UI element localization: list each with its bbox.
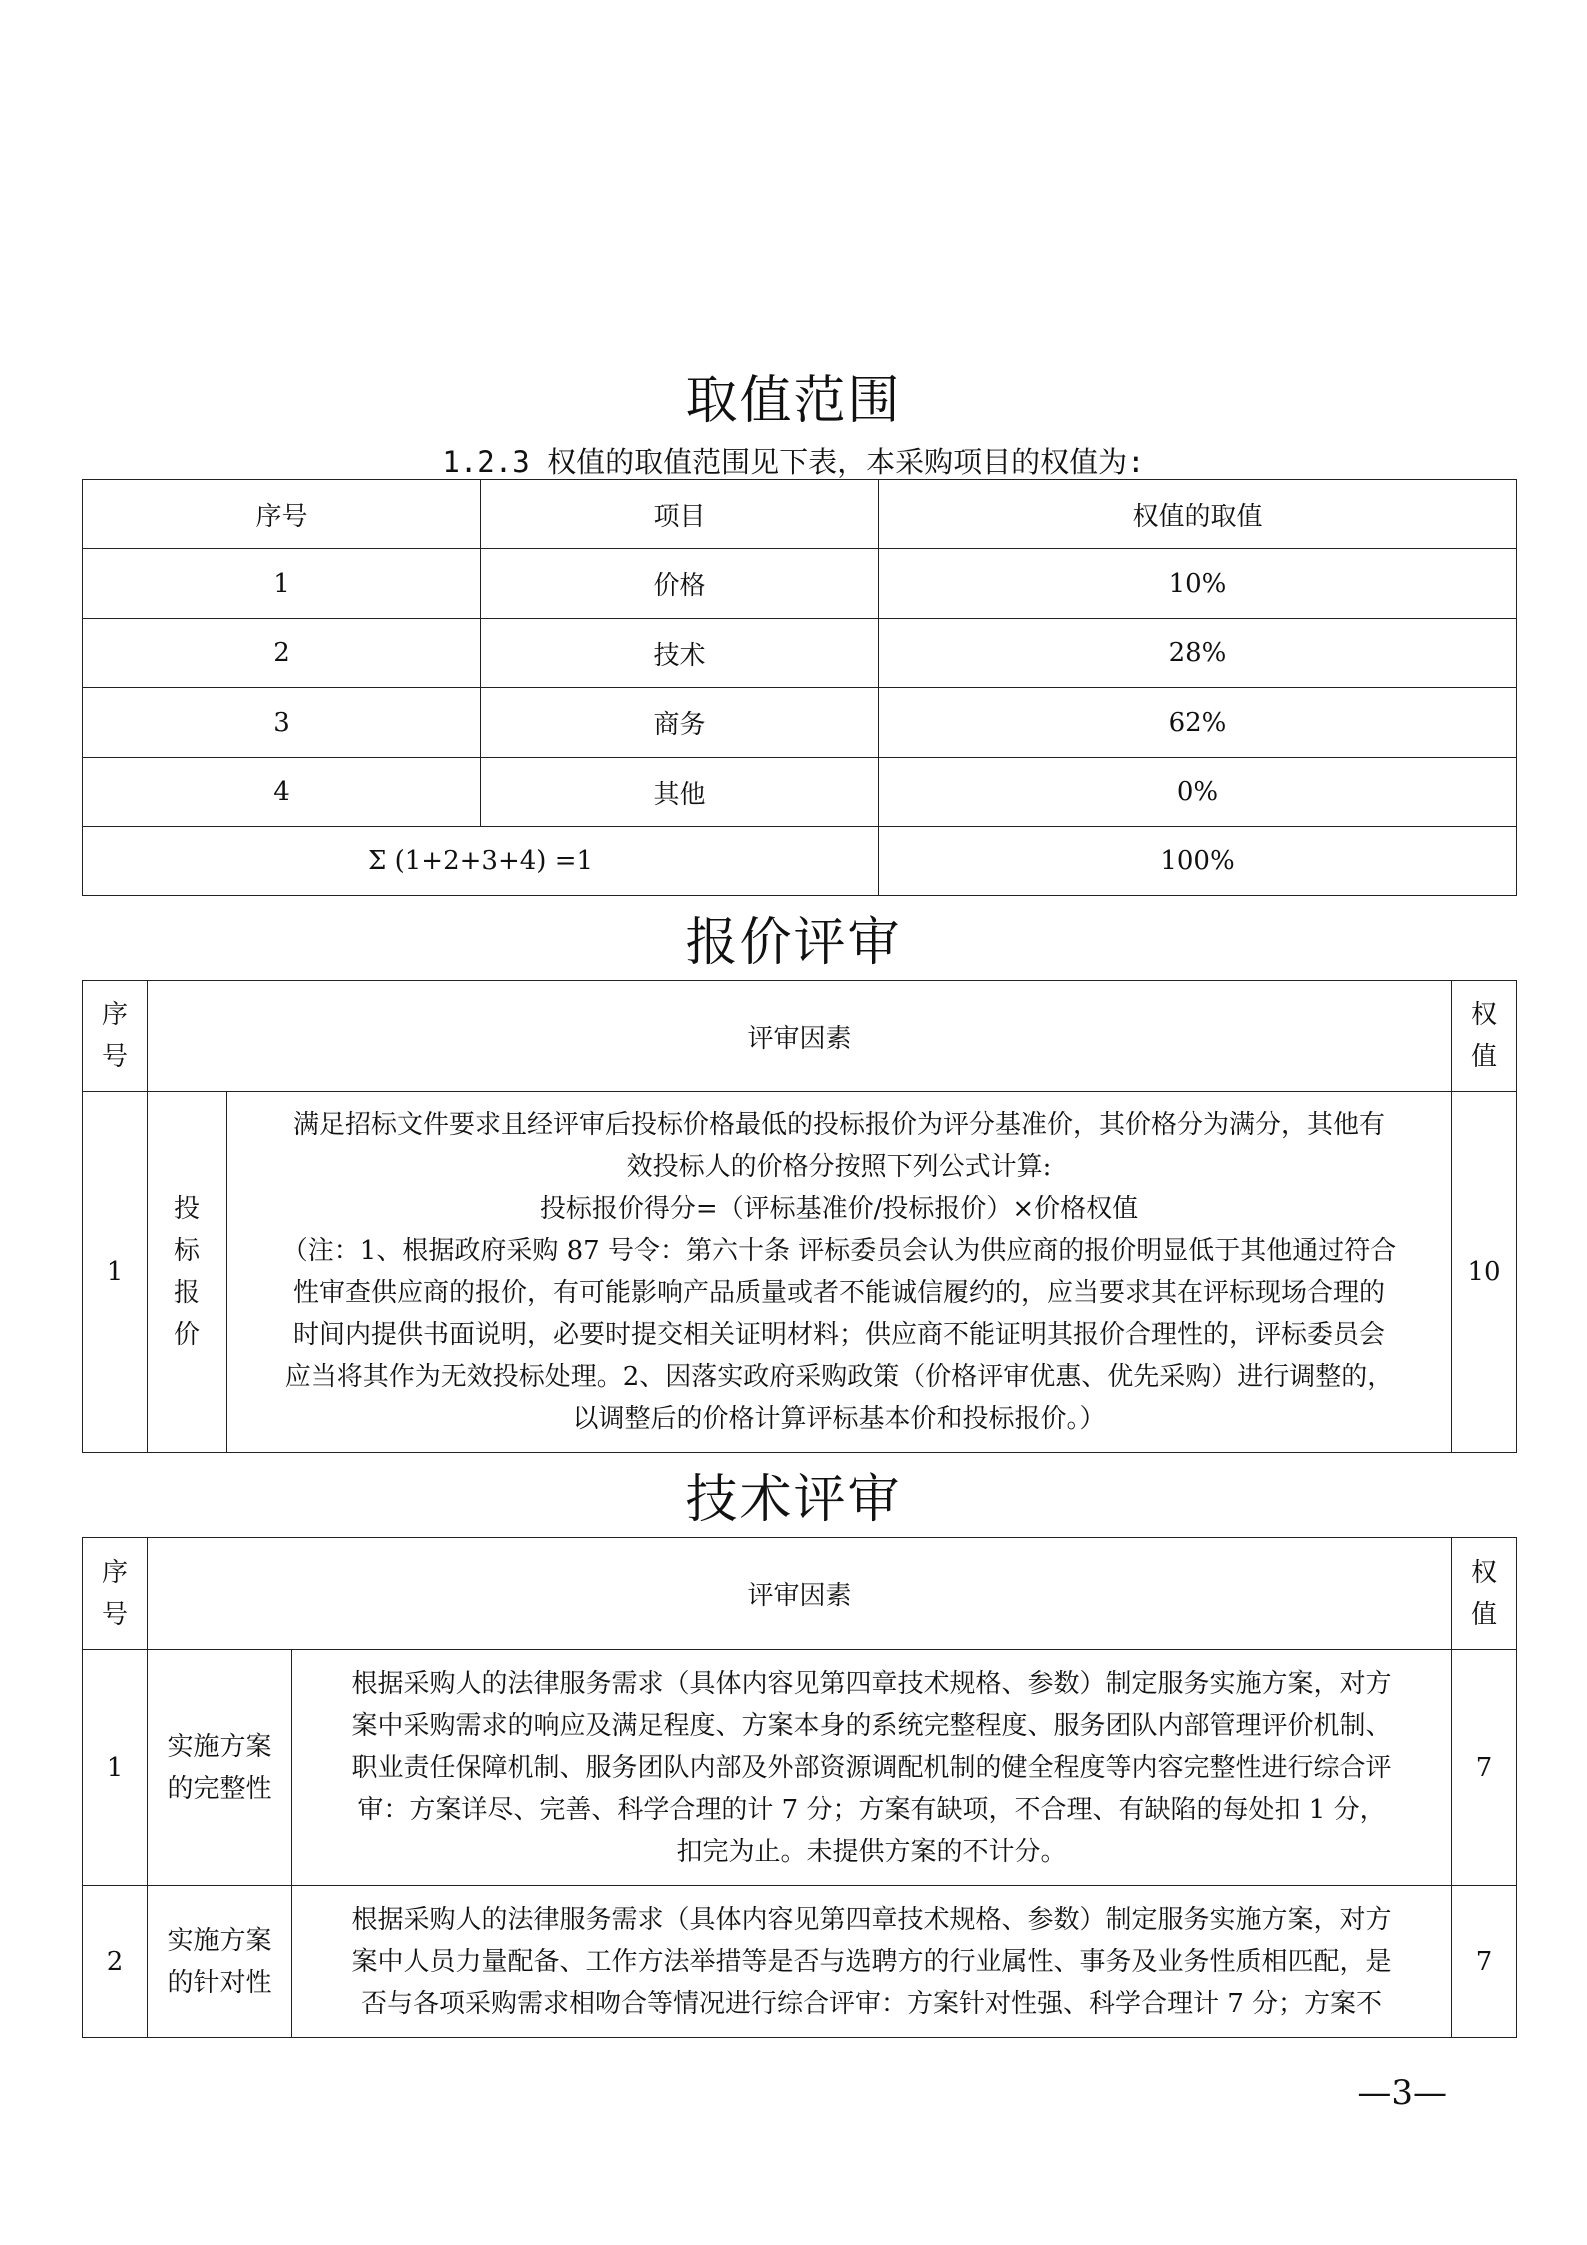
header-weight-text: 权值 [1471, 1557, 1498, 1630]
table-row [83, 758, 1517, 827]
page-number: —3— [1357, 2073, 1447, 2113]
factor-line: 审：方案详尽、完善、科学合理的计 7 分；方案有缺项，不合理、有缺陷的每处扣 1 分， [357, 1794, 1386, 1825]
row-name-line: 实施方案 [167, 1731, 272, 1762]
row-name [148, 1092, 227, 1453]
factor-line: （注：1、根据政府采购 87 号令：第六十条 评标委员会认为供应商的报价明显低于其他通过符合 [281, 1236, 1397, 1266]
tech-review-table [82, 1537, 1517, 2038]
row-value: 0% [879, 758, 1517, 827]
header-no [83, 1538, 148, 1650]
table-row [83, 688, 1517, 758]
row-value: 10% [879, 549, 1517, 619]
total-value: 100% [879, 827, 1517, 896]
row-factor [292, 1650, 1452, 1886]
header-weight [1452, 981, 1517, 1092]
header-no-text: 序号 [101, 1557, 128, 1630]
factor-line: 效投标人的价格分按照下列公式计算: [626, 1152, 1052, 1182]
row-no: 2 [83, 619, 481, 688]
row-no: 1 [83, 1650, 148, 1886]
header-item: 项目 [481, 480, 879, 549]
table-row [83, 619, 1517, 688]
factor-line: 扣完为止。未提供方案的不计分。 [676, 1836, 1067, 1867]
factor-line: 根据采购人的法律服务需求（具体内容见第四章技术规格、参数）制定服务实施方案，对方 [351, 1668, 1392, 1699]
section-title-price-review: 报价评审 [685, 913, 902, 973]
header-weight [1452, 1538, 1517, 1650]
row-item: 价格 [481, 549, 879, 619]
table-header-row [83, 981, 1517, 1092]
table-row [83, 549, 1517, 619]
row-value: 62% [879, 688, 1517, 758]
factor-line: 性审查供应商的报价，有可能影响产品质量或者不能诚信履约的，应当要求其在评标现场合理的 [293, 1278, 1386, 1308]
row-factor [292, 1886, 1452, 2038]
row-name [148, 1886, 292, 2038]
table-row [83, 1650, 1517, 1886]
header-no-text: 序号 [101, 1000, 128, 1072]
row-no: 1 [83, 549, 481, 619]
row-name-line: 的完整性 [167, 1773, 272, 1804]
factor-line: 根据采购人的法律服务需求（具体内容见第四章技术规格、参数）制定服务实施方案，对方 [351, 1904, 1392, 1935]
table-row [83, 1886, 1517, 2038]
intro-text: 1.2.3 权值的取值范围见下表，本采购项目的权值为: [442, 445, 1145, 479]
row-weight: 10 [1452, 1092, 1517, 1453]
header-no: 序号 [83, 480, 481, 549]
row-no: 2 [83, 1886, 148, 2038]
factor-line: 以调整后的价格计算评标基本价和投标报价。） [572, 1404, 1106, 1434]
row-item: 技术 [481, 619, 879, 688]
factor-line: 职业责任保障机制、服务团队内部及外部资源调配机制的健全程度等内容完整性进行综合评 [351, 1752, 1392, 1783]
row-item: 其他 [481, 758, 879, 827]
factor-line: 案中人员力量配备、工作方法举措等是否与选聘方的行业属性、事务及业务性质相匹配，是 [351, 1946, 1392, 1977]
factor-line: 案中采购需求的响应及满足程度、方案本身的系统完整程度、服务团队内部管理评价机制、 [351, 1710, 1392, 1741]
factor-line: 时间内提供书面说明，必要时提交相关证明材料；供应商不能证明其报价合理性的，评标委员会 [293, 1320, 1386, 1350]
row-no: 1 [83, 1092, 148, 1453]
table-header-row [83, 1538, 1517, 1650]
section-title-weight-range: 取值范围 [685, 371, 902, 431]
factor-line: 应当将其作为无效投标处理。2、因落实政府采购政策（价格评审优惠、优先采购）进行调整的， [284, 1362, 1394, 1392]
weight-table [82, 479, 1517, 896]
row-item: 商务 [481, 688, 879, 758]
factor-line: 满足招标文件要求且经评审后投标价格最低的投标报价为评分基准价，其价格分为满分，其他有 [293, 1110, 1386, 1140]
row-name [148, 1650, 292, 1886]
header-value: 权值的取值 [879, 480, 1517, 549]
row-weight: 7 [1452, 1650, 1517, 1886]
row-value: 28% [879, 619, 1517, 688]
header-weight-text: 权值 [1471, 1000, 1498, 1072]
row-name-text: 投标报价 [173, 1194, 200, 1350]
factor-line: 投标报价得分=（评标基准价/投标报价）×价格权值 [539, 1194, 1139, 1224]
row-name-line: 实施方案 [167, 1925, 272, 1956]
header-factor: 评审因素 [148, 981, 1452, 1092]
row-factor [227, 1092, 1452, 1453]
table-header-row [83, 480, 1517, 549]
table-total-row [83, 827, 1517, 896]
row-no: 4 [83, 758, 481, 827]
total-label: Σ (1+2+3+4) =1 [83, 827, 879, 896]
header-no [83, 981, 148, 1092]
section-title-tech-review: 技术评审 [685, 1470, 902, 1530]
factor-line: 否与各项采购需求相吻合等情况进行综合评审：方案针对性强、科学合理计 7 分；方案不 [360, 1988, 1383, 2019]
row-weight: 7 [1452, 1886, 1517, 2038]
row-no: 3 [83, 688, 481, 758]
header-factor: 评审因素 [148, 1538, 1452, 1650]
price-review-table [82, 980, 1517, 1453]
table-row [83, 1092, 1517, 1453]
row-name-line: 的针对性 [167, 1967, 272, 1998]
